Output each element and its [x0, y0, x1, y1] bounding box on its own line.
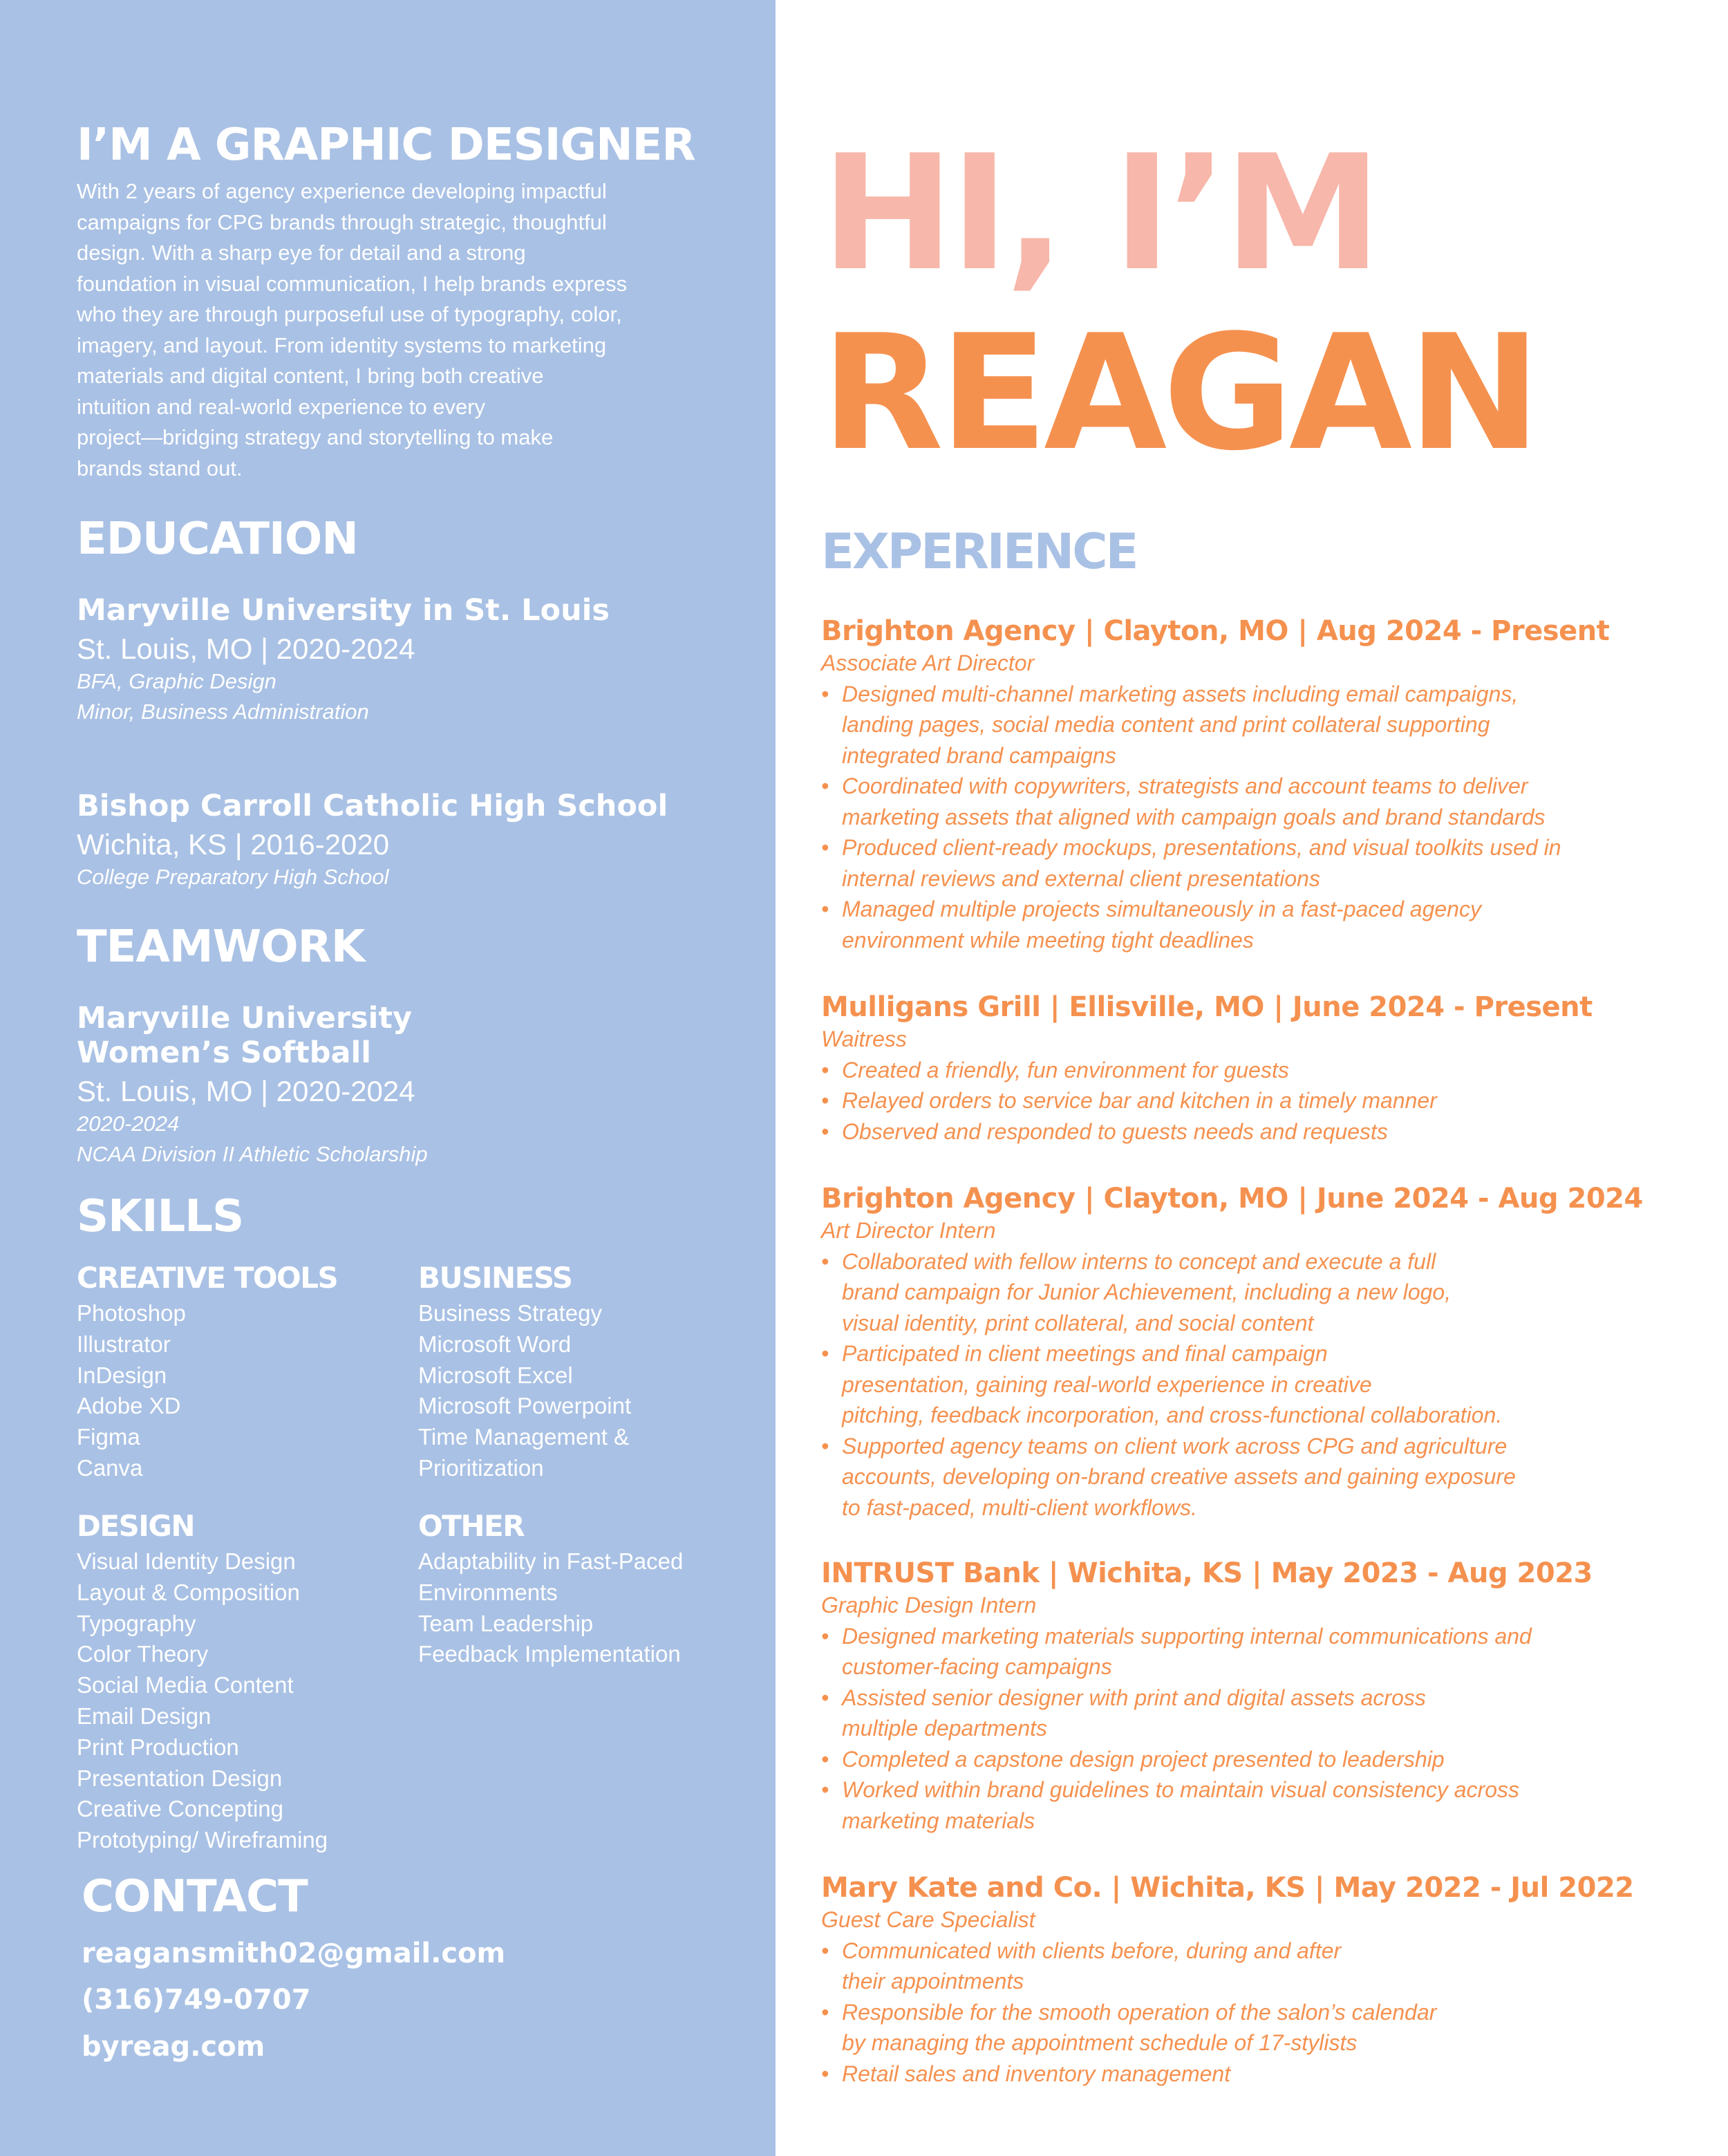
skill-item: Social Media Content: [77, 1672, 294, 1698]
skill-group-title: CREATIVE TOOLS: [77, 1261, 338, 1295]
job-heading: Mulligans Grill | Ellisville, MO | June 2024 - Present: [821, 991, 1593, 1023]
skill-item: Prototyping/ Wireframing: [77, 1827, 328, 1853]
skill-item: Visual Identity Design: [77, 1548, 296, 1574]
skill-item: Prioritization: [418, 1454, 544, 1481]
skill-item: Microsoft Excel: [418, 1362, 573, 1388]
skill-item: Typography: [77, 1610, 196, 1636]
skill-item: Business Strategy: [418, 1300, 602, 1326]
job-role: Art Director Intern: [821, 1218, 996, 1243]
bullet-dot-icon: •: [821, 1623, 829, 1649]
skill-item: Photoshop: [77, 1300, 186, 1326]
skill-group-creative-tools: [77, 1261, 338, 1484]
job-bullet: • Worked within brand guidelines to maintain visual consistency across marketing materials: [821, 1774, 1706, 1836]
education-school-1: [77, 593, 610, 727]
intro-text: With 2 years of agency experience developing impactful campaigns for CPG brands through strategic, thoughtful design. With a sharp eye for detail and a strong foundation in visual communication, I help brands express who they are through purposeful use of typography, color, imagery, and layout. From identity systems to marketing materials and digital content, I bring both creative intuition and real-world experience to every project—bridging strategy and storytelling to make brands stand out.: [77, 179, 628, 480]
school-detail: BFA, Graphic Design: [77, 669, 276, 693]
job-bullet: • Supported agency teams on client work across CPG and agriculture accounts, developing on-brand creative assets and gaining exposure to fast-paced, multi-client workflows.: [821, 1431, 1706, 1524]
job-heading: Mary Kate and Co. | Wichita, KS | May 2022 - Jul 2022: [821, 1872, 1634, 1904]
bullet-dot-icon: •: [821, 1057, 829, 1082]
job-heading: Brighton Agency | Clayton, MO | Aug 2024 - Present: [821, 615, 1610, 647]
skill-item: Microsoft Powerpoint: [418, 1393, 632, 1419]
skill-item: Canva: [77, 1454, 143, 1481]
bullet-dot-icon: •: [821, 1777, 829, 1802]
hero-name: REAGAN: [821, 301, 1537, 486]
job-bullet: • Designed multi-channel marketing assets including email campaigns, landing pages, social media content and print collateral supporting integrated brand campaigns: [821, 679, 1706, 771]
job-bullet: • Coordinated with copywriters, strategists and account teams to deliver marketing assets that aligned with campaign goals and brand standards: [821, 771, 1706, 832]
school-name: Bishop Carroll Catholic High School: [77, 789, 668, 823]
job-heading: INTRUST Bank | Wichita, KS | May 2023 - Aug 2023: [821, 1557, 1593, 1589]
teamwork-entry: [77, 1001, 428, 1170]
sidebar-panel: [0, 0, 776, 2156]
job-role: Associate Art Director: [821, 650, 1035, 675]
bullet-dot-icon: •: [821, 1746, 829, 1772]
school-detail: Minor, Business Administration: [77, 700, 369, 724]
team-name: Maryville University Women’s Softball: [77, 1001, 413, 1070]
bullet-dot-icon: •: [821, 1341, 829, 1366]
skill-group-business: [418, 1261, 632, 1484]
contact-email[interactable]: reagansmith02@gmail.com: [82, 1938, 506, 1969]
skill-item: Environments: [418, 1579, 558, 1605]
skill-item: Time Management &: [418, 1424, 630, 1450]
job-entry: [821, 617, 1706, 955]
education-title: EDUCATION: [77, 514, 358, 565]
bullet-dot-icon: •: [821, 1118, 829, 1144]
school-location: Wichita, KS | 2016-2020: [77, 828, 390, 861]
skill-group-title: OTHER: [418, 1509, 525, 1543]
job-bullet: • Designed marketing materials supporting internal communications and customer-facing campaigns: [821, 1621, 1706, 1682]
team-location: St. Louis, MO | 2020-2024: [77, 1075, 415, 1107]
skill-item: Microsoft Word: [418, 1331, 572, 1357]
skill-group-title: BUSINESS: [418, 1261, 572, 1295]
education-school-2: [77, 789, 668, 892]
job-bullet: • Observed and responded to guests needs and requests: [821, 1116, 1706, 1147]
intro-title: I’M A GRAPHIC DESIGNER: [77, 120, 695, 171]
skill-item: Adobe XD: [77, 1393, 181, 1419]
job-bullet: • Responsible for the smooth operation of the salon’s calendar by managing the appointment schedule of 17-stylists: [821, 1997, 1706, 2059]
job-entry: [821, 1874, 1706, 2089]
school-detail: College Preparatory High School: [77, 865, 389, 889]
job-bullet: • Collaborated with fellow interns to concept and execute a full brand campaign for Junior Achievement, including a new logo, visual identity, print collateral, and social content: [821, 1246, 1706, 1339]
job-bullet: • Completed a capstone design project presented to leadership: [821, 1744, 1706, 1775]
skill-item: Illustrator: [77, 1331, 171, 1357]
contact-website[interactable]: byreag.com: [82, 2031, 265, 2063]
experience-title: EXPERIENCE: [821, 523, 1137, 580]
job-entry: [821, 993, 1706, 1147]
job-role: Guest Care Specialist: [821, 1907, 1035, 1932]
team-detail: NCAA Division II Athletic Scholarship: [77, 1142, 428, 1166]
bullet-dot-icon: •: [821, 1999, 829, 2025]
team-detail: 2020-2024: [77, 1112, 180, 1136]
skill-item: Figma: [77, 1424, 140, 1450]
job-bullet: • Communicated with clients before, during and after their appointments: [821, 1935, 1706, 1997]
bullet-dot-icon: •: [821, 1088, 829, 1113]
job-bullet: • Produced client-ready mockups, presentations, and visual toolkits used in internal reviews and external client presentations: [821, 832, 1706, 894]
skills-title: SKILLS: [77, 1191, 244, 1242]
skill-item: Team Leadership: [418, 1610, 594, 1636]
skill-item: InDesign: [77, 1362, 167, 1388]
job-bullet: • Participated in client meetings and final campaign presentation, gaining real-world experience in creative pitching, feedback incorporation, and cross-functional collaboration.: [821, 1338, 1706, 1431]
job-bullet: • Retail sales and inventory management: [821, 2059, 1706, 2090]
skill-item: Color Theory: [77, 1641, 209, 1667]
hero-greeting: HI, I’M: [821, 122, 1378, 306]
skill-item: Print Production: [77, 1734, 239, 1760]
skill-item: Creative Concepting: [77, 1796, 283, 1822]
bullet-dot-icon: •: [821, 897, 829, 921]
bullet-dot-icon: •: [821, 1685, 829, 1710]
job-bullet: • Created a friendly, fun environment for guests: [821, 1055, 1706, 1086]
skill-item: Presentation Design: [77, 1765, 283, 1791]
school-name: Maryville University in St. Louis: [77, 593, 610, 628]
bullet-dot-icon: •: [821, 1248, 829, 1274]
bullet-dot-icon: •: [821, 835, 829, 860]
job-entry: [821, 1559, 1706, 1836]
bullet-dot-icon: •: [821, 1433, 829, 1459]
bullet-dot-icon: •: [821, 1938, 829, 1963]
skill-item: Feedback Implementation: [418, 1641, 681, 1667]
job-bullet: • Relayed orders to service bar and kitchen in a timely manner: [821, 1085, 1706, 1116]
bullet-dot-icon: •: [821, 774, 829, 798]
teamwork-title: TEAMWORK: [77, 921, 365, 973]
bullet-dot-icon: •: [821, 681, 829, 706]
job-entry: [821, 1185, 1706, 1523]
bullet-dot-icon: •: [821, 2061, 829, 2086]
school-location: St. Louis, MO | 2020-2024: [77, 632, 415, 665]
skill-group-design: [77, 1509, 328, 1856]
skill-item: Adaptability in Fast-Paced: [418, 1548, 684, 1574]
job-heading: Brighton Agency | Clayton, MO | June 2024 - Aug 2024: [821, 1183, 1643, 1215]
job-bullet: • Managed multiple projects simultaneously in a fast-paced agency environment while meeting tight deadlines: [821, 894, 1706, 955]
skill-item: Layout & Composition: [77, 1579, 300, 1605]
skill-group-other: [418, 1509, 684, 1670]
skill-item: Email Design: [77, 1703, 212, 1729]
skill-group-title: DESIGN: [77, 1509, 195, 1543]
contact-title: CONTACT: [82, 1871, 308, 1922]
job-role: Graphic Design Intern: [821, 1593, 1037, 1618]
contact-phone[interactable]: (316)749-0707: [82, 1984, 311, 2016]
job-bullet: • Assisted senior designer with print and digital assets across multiple departments: [821, 1682, 1706, 1744]
job-role: Waitress: [821, 1027, 907, 1051]
